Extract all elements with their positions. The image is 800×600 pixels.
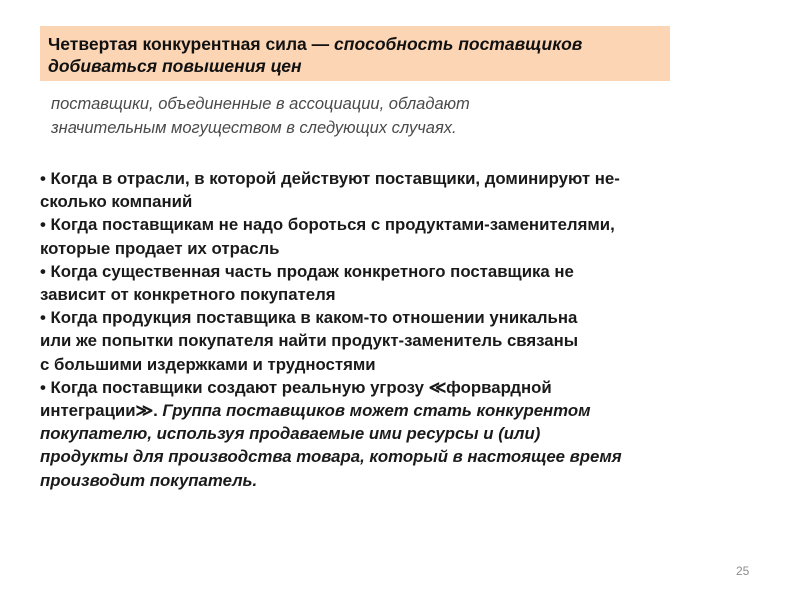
bullet-4-line-2: или же попытки покупателя найти продукт-заменитель связаны — [40, 331, 579, 351]
bullet-5-line-5: производит покупатель. — [40, 470, 258, 490]
bullet-4-line-1: • Когда продукция поставщика в каком-то отношении уникальна — [40, 308, 578, 328]
bullet-2-line-2: которые продает их отрасль — [40, 238, 280, 258]
title-emphasis: способность поставщиков — [334, 34, 583, 54]
intro-text — [51, 92, 691, 140]
title-line-1 — [48, 33, 670, 55]
bullet-4-line-3: с большими издержками и трудностями — [40, 354, 376, 374]
bullet-5-line-1: • Когда поставщики создают реальную угрозу ≪форвардной — [40, 377, 552, 397]
bullet-5-line-3: покупателю, используя продаваемые ими ресурсы и (или) — [40, 424, 541, 444]
bullet-3-line-2: зависит от конкретного покупателя — [40, 285, 336, 305]
title-line-2: добиваться повышения цен — [48, 56, 302, 76]
bullet-5-line-2 — [40, 399, 760, 422]
page-number: 25 — [736, 564, 750, 578]
bullet-5-term: интеграции≫. — [40, 401, 163, 421]
bullet-2-line-1: • Когда поставщикам не надо бороться с продуктами-заменителями, — [40, 215, 615, 235]
title-lead: Четвертая конкурентная сила — — [48, 34, 335, 54]
bullet-5-line-4: продукты для производства товара, который в настоящее время — [40, 447, 622, 467]
bullet-5-explanation: Группа поставщиков может стать конкурентом — [162, 401, 591, 421]
bullet-1-line-2: сколько компаний — [40, 192, 193, 212]
intro-line-2: значительным могуществом в следующих случаях. — [51, 119, 457, 137]
bullet-3-line-1: • Когда существенная часть продаж конкретного поставщика не — [40, 261, 574, 281]
intro-line-1: поставщики, объединенные в ассоциации, обладают — [51, 95, 470, 113]
slide-title — [40, 26, 670, 81]
bullet-list — [40, 167, 760, 492]
bullet-1-line-1: • Когда в отрасли, в которой действуют поставщики, доминируют не- — [40, 169, 620, 188]
